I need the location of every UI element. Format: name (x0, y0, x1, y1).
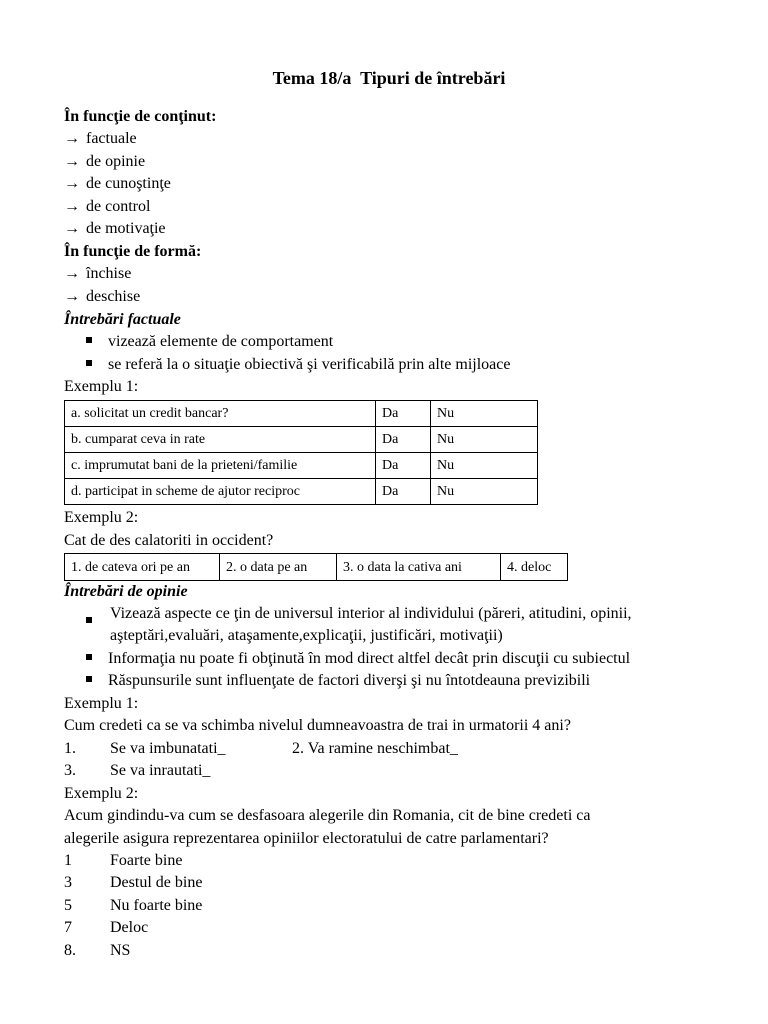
answer-row: 7 Deloc (64, 919, 149, 936)
arrow-icon: → (64, 130, 80, 147)
bullet-square-icon (86, 360, 92, 366)
bullet-square-icon (86, 337, 92, 343)
example-label: Exemplu 1: (64, 695, 139, 712)
question-cell: c. imprumutat bani de la prieteni/familie (65, 453, 376, 479)
no-cell: Nu (431, 453, 538, 479)
content-item: → factuale (64, 128, 137, 150)
answer-row: 3 Destul de bine (64, 874, 203, 891)
opinion-bullet: Informaţia nu poate fi obţinută în mod direct altfel decât prin discuţii cu subiectul (86, 648, 630, 670)
opinion-bullet-text: Vizează aspecte ce ţin de universul interior al individului (păreri, atitudini, opinii, aşteptări,evaluări, ataşamente,explicaţii, justificări, motivaţii) (110, 605, 632, 644)
option-cell: 2. o data pe an (220, 554, 337, 581)
option-cell: 3. o data la cativa ani (337, 554, 501, 581)
no-cell: Nu (431, 479, 538, 505)
form-heading: În funcţie de formă: (64, 243, 202, 260)
answer-row: 1 Foarte bine (64, 852, 183, 869)
arrow-icon: → (64, 198, 80, 215)
example-question-line: Acum gindindu-va cum se desfasoara alegerile din Romania, cit de bine credeti ca (64, 807, 591, 824)
arrow-icon: → (64, 288, 80, 305)
form-item: → închise (64, 263, 131, 285)
table-row (65, 479, 538, 505)
example-question: Cum credeti ca se va schimba nivelul dumneavoastra de trai in urmatorii 4 ani? (64, 717, 571, 734)
answer-row: 1. Se va imbunatati_ 2. Va ramine neschimbat_ (64, 740, 458, 757)
question-cell: b. cumparat ceva in rate (65, 427, 376, 453)
no-cell: Nu (431, 427, 538, 453)
bullet-square-icon (86, 617, 92, 623)
factual-example1-table (64, 400, 538, 505)
option-cell: 1. de cateva ori pe an (65, 554, 220, 581)
table-row (65, 554, 568, 581)
opinion-heading: Întrebări de opinie (64, 583, 188, 600)
example-label: Exemplu 2: (64, 509, 139, 526)
example-question-line: alegerile asigura reprezentarea opiniilor electoratului de catre parlamentari? (64, 830, 549, 847)
answer-row: 5 Nu foarte bine (64, 897, 203, 914)
bullet-square-icon (86, 676, 92, 682)
yes-cell: Da (376, 479, 431, 505)
opinion-bullet (86, 603, 706, 647)
example-label: Exemplu 2: (64, 785, 139, 802)
opinion-bullet: Răspunsurile sunt influenţate de factori diverşi şi nu întotdeauna previzibili (86, 670, 590, 692)
question-cell: d. participat in scheme de ajutor reciproc (65, 479, 376, 505)
yes-cell: Da (376, 427, 431, 453)
yes-cell: Da (376, 453, 431, 479)
question-cell: a. solicitat un credit bancar? (65, 401, 376, 427)
answer-row: 8. NS (64, 942, 131, 959)
table-row (65, 427, 538, 453)
table-row (65, 401, 538, 427)
document-title: Tema 18/a Tipuri de întrebări (272, 68, 506, 88)
factual-example2-table (64, 553, 568, 581)
answer-row: 3. Se va inrautati_ (64, 762, 211, 779)
table-row (65, 453, 538, 479)
content-heading: În funcţie de conţinut: (64, 108, 217, 125)
example-question: Cat de des calatoriti in occident? (64, 532, 274, 549)
arrow-icon: → (64, 175, 80, 192)
content-item: → de cunoştinţe (64, 173, 171, 195)
factual-bullet: vizează elemente de comportament (86, 331, 333, 353)
form-item: → deschise (64, 286, 140, 308)
factual-heading: Întrebări factuale (64, 311, 181, 328)
no-cell: Nu (431, 401, 538, 427)
arrow-icon: → (64, 265, 80, 282)
yes-cell: Da (376, 401, 431, 427)
content-item: → de motivaţie (64, 218, 166, 240)
content-item: → de opinie (64, 151, 145, 173)
content-item: → de control (64, 196, 150, 218)
option-cell: 4. deloc (501, 554, 568, 581)
factual-bullet: se referă la o situaţie obiectivă şi verificabilă prin alte mijloace (86, 354, 510, 376)
arrow-icon: → (64, 153, 80, 170)
example-label: Exemplu 1: (64, 378, 139, 395)
arrow-icon: → (64, 220, 80, 237)
bullet-square-icon (86, 654, 92, 660)
